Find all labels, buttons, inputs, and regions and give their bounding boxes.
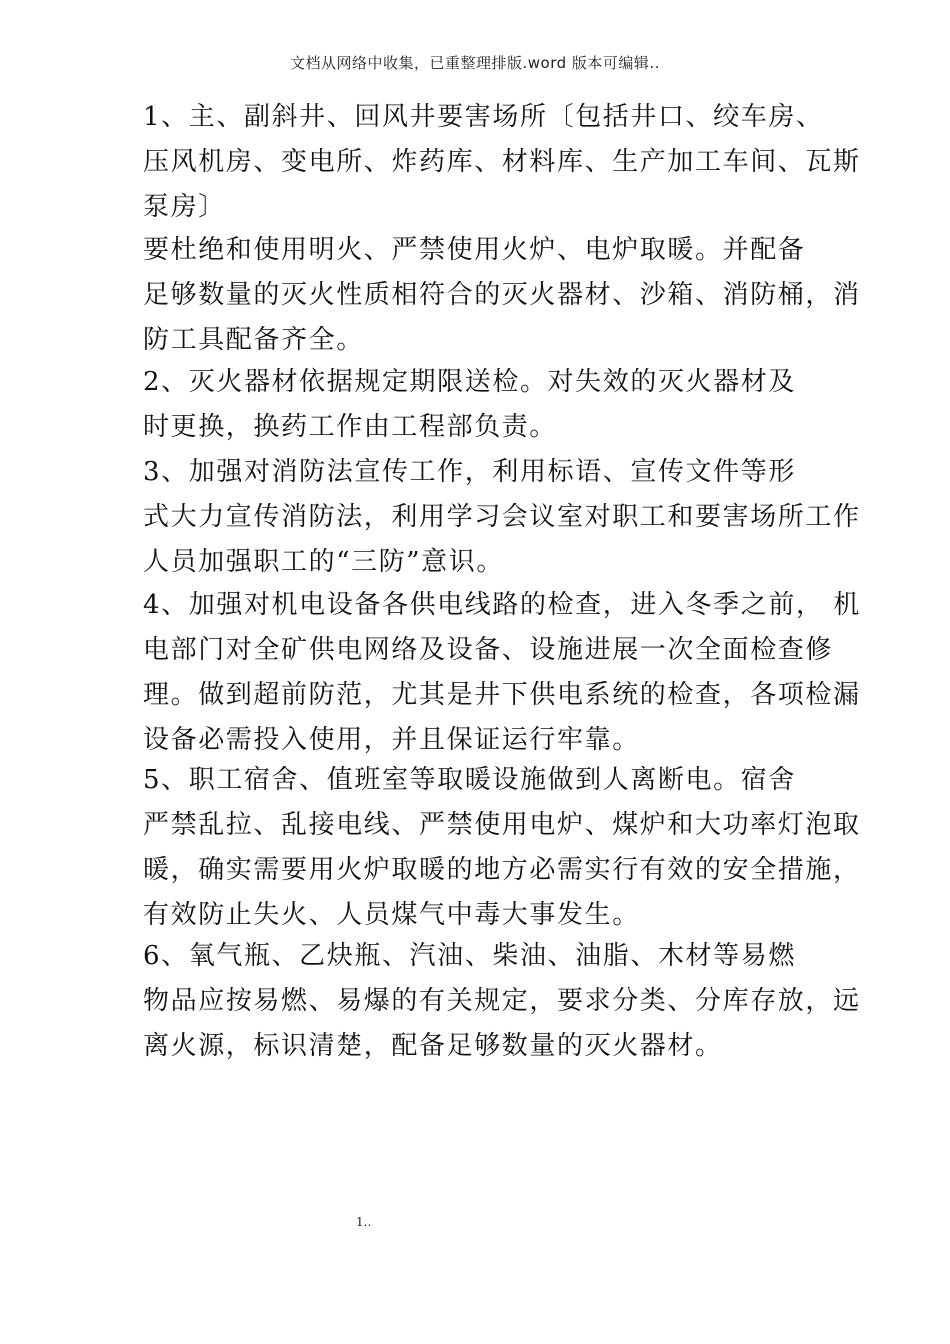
paragraph-3 <box>143 360 823 450</box>
paragraph-line: 5、职工宿舍、值班室等取暖设施做到人离断电。宿舍 <box>143 765 796 795</box>
paragraph-7 <box>143 934 861 1069</box>
paragraph-line: 足够数量的灭火性质相符合的灭火器材、沙箱、消防桶，消 <box>143 280 861 310</box>
page-header: 文档从网络中收集，已重整理排版.word 版本可编辑.. <box>290 54 660 72</box>
paragraph-line: 离火源，标识清楚，配备足够数量的灭火器材。 <box>143 1031 723 1061</box>
paragraph-line: 1、主、副斜井、回风井要害场所〔包括井口、绞车房、 <box>143 102 824 132</box>
paragraph-line: 防工具配备齐全。 <box>143 325 364 355</box>
paragraph-line: 4、加强对机电设备各供电线路的检查，进入冬季之前， 机 <box>143 590 862 620</box>
paragraph-line: 理。做到超前防范，尤其是井下供电系统的检查，各项检漏 <box>143 680 861 710</box>
paragraph-line: 压风机房、变电所、炸药库、材料库、生产加工车间、瓦斯 <box>143 147 861 177</box>
paragraph-line: 电部门对全矿供电网络及设备、设施进展一次全面检查修 <box>143 635 834 665</box>
paragraph-line: 6、氧气瓶、乙炔瓶、汽油、柴油、油脂、木材等易燃 <box>143 941 796 971</box>
paragraph-6 <box>143 758 861 938</box>
paragraph-line: 设备必需投入使用，并且保证运行牢靠。 <box>143 725 640 755</box>
paragraph-5 <box>143 583 862 763</box>
paragraph-line: 要杜绝和使用明火、严禁使用火炉、电炉取暖。并配备 <box>143 235 806 265</box>
paragraph-2 <box>143 228 861 363</box>
paragraph-line: 式大力宣传消防法，利用学习会议室对职工和要害场所工作 <box>143 502 861 532</box>
paragraph-1 <box>143 95 861 230</box>
paragraph-line: 2、灭火器材依据规定期限送检。对失效的灭火器材及 <box>143 367 796 397</box>
paragraph-line: 泵房〕 <box>143 192 226 222</box>
paragraph-line: 物品应按易燃、易爆的有关规定，要求分类、分库存放，远 <box>143 986 861 1016</box>
paragraph-line: 3、加强对消防法宣传工作，利用标语、宣传文件等形 <box>143 457 796 487</box>
page-number: 1.. <box>356 1215 372 1229</box>
paragraph-line: 时更换，换药工作由工程部负责。 <box>143 412 558 442</box>
paragraph-line: 有效防止失火、人员煤气中毒大事发生。 <box>143 900 640 930</box>
paragraph-line: 人员加强职工的“三防”意识。 <box>143 547 504 577</box>
paragraph-line: 暖，确实需要用火炉取暖的地方必需实行有效的安全措施， <box>143 855 861 885</box>
paragraph-line: 严禁乱拉、乱接电线、严禁使用电炉、煤炉和大功率灯泡取 <box>143 810 861 840</box>
paragraph-4 <box>143 450 861 585</box>
